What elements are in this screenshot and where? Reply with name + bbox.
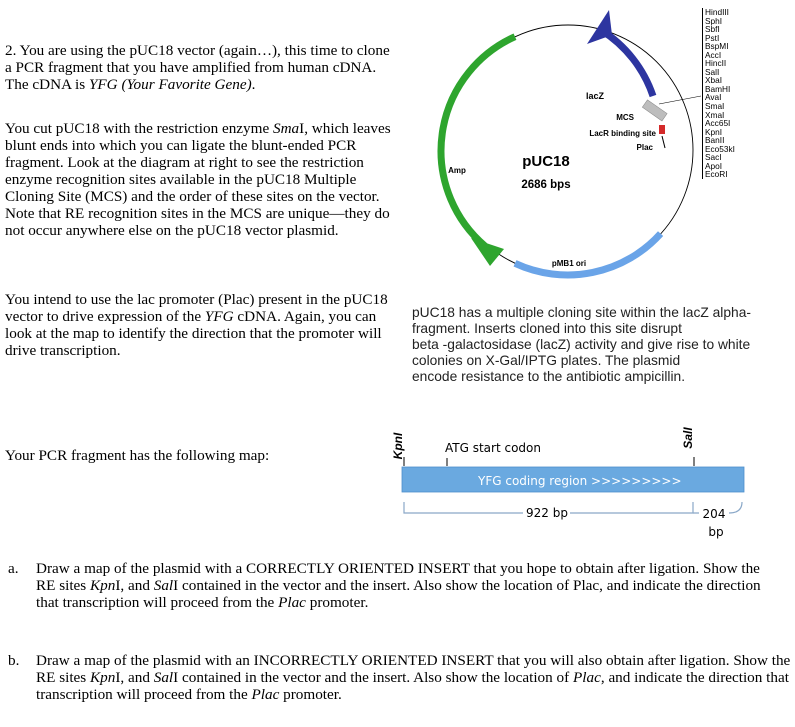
mcs-site-banii: BanII bbox=[705, 135, 725, 146]
length-204-label: 204 bbox=[702, 507, 726, 521]
plac-label: Plac bbox=[636, 143, 653, 152]
mcs-site-bamhi: BamHI bbox=[705, 83, 731, 94]
mcs-site-acci: AccI bbox=[705, 49, 722, 60]
amp-arrowhead bbox=[471, 238, 504, 266]
question-smai-paragraph: You cut pUC18 with the restriction enzyme SmaI, which leaves blunt ends into which you can ligate the blunt-ended PCR fragment. Look at the diagram at right to see the restriction enzyme recognition sites available in the pUC18 Multiple Cloning Site (MCS) and the order of these sites on the vector. Note that RE recognition sites in the MCS are unique—they do not occur anywhere else on the pUC18 vector plasmid. bbox=[5, 120, 391, 239]
mcs-site-smai: SmaI bbox=[705, 101, 725, 112]
mcs-leader-line bbox=[659, 96, 701, 104]
kpni-site-label: KpnI bbox=[391, 432, 405, 460]
amp-label: Amp bbox=[448, 166, 466, 175]
mcs-site-sbfi: SbfI bbox=[705, 24, 720, 35]
mcs-site-kpni: KpnI bbox=[705, 126, 723, 137]
atg-start-label: ATG start codon bbox=[445, 441, 541, 455]
mcs-site-xmai: XmaI bbox=[705, 109, 725, 120]
caption-line: colonies on X-Gal/IPTG plates. The plasmid bbox=[412, 353, 681, 368]
length-922-label: 922 bp bbox=[526, 506, 568, 520]
question-plac-paragraph: You intend to use the lac promoter (Plac) present in the pUC18 vector to drive expression of the YFG cDNA. Again, you can look at the map to identify the direction that the promoter will drive transcription. bbox=[5, 291, 388, 359]
caption-line: pUC18 has a multiple cloning site within the lacZ alpha- bbox=[412, 305, 751, 320]
mcs-site-sphi: SphI bbox=[705, 15, 723, 26]
caption-line: beta -galactosidase (lacZ) activity and give rise to white bbox=[412, 337, 751, 352]
pcr-fragment-intro: Your PCR fragment has the following map: bbox=[5, 447, 270, 464]
mcs-site-avai: AvaI bbox=[705, 92, 722, 103]
sali-site-label: SalI bbox=[681, 427, 695, 449]
mcs-site-apoi: ApoI bbox=[705, 160, 723, 171]
plasmid-map bbox=[405, 0, 795, 300]
coding-region-label: YFG coding region >>>>>>>>> bbox=[478, 474, 682, 488]
mcs-site-list bbox=[702, 8, 735, 179]
mcs-site-sali: SalI bbox=[705, 66, 720, 77]
mcs-site-psti: PstI bbox=[705, 32, 720, 43]
mcs-site-saci: SacI bbox=[705, 152, 722, 163]
ori-arc bbox=[515, 234, 661, 275]
pcr-fragment-map bbox=[390, 410, 795, 550]
lacr-label: LacR binding site bbox=[589, 129, 656, 138]
mcs-site-acc65i: Acc65I bbox=[705, 118, 731, 129]
mcs-site-hincii: HincII bbox=[705, 58, 727, 69]
question-part-b: b. Draw a map of the plasmid with an INCORRECTLY ORIENTED INSERT that you will also obtain after ligation. Show the RE sites KpnI, and SalI contained in the vector and the insert. Also show the location of Plac, and indicate the direction that transcription will proceed from the Plac promoter. bbox=[8, 652, 791, 703]
mcs-site-eco53ki: Eco53kI bbox=[705, 143, 735, 154]
mcs-label: MCS bbox=[616, 113, 634, 122]
question-part-a: a. Draw a map of the plasmid with a CORRECTLY ORIENTED INSERT that you hope to obtain after ligation. Show the RE sites KpnI, and SalI contained in the vector and the insert. Also show the location of Plac, and indicate the direction that transcription will proceed from the Plac promoter. bbox=[8, 560, 761, 611]
mcs-site-xbai: XbaI bbox=[705, 75, 723, 86]
plasmid-size: 2686 bps bbox=[521, 179, 571, 191]
amp-arc bbox=[441, 37, 515, 246]
question-intro: 2. You are using the pUC18 vector (again…), this time to clone a PCR fragment that you have amplified from human cDNA. The cDNA is YFG (Your Favorite Gene). bbox=[5, 42, 390, 93]
plasmid-caption bbox=[412, 305, 787, 385]
ori-label: pMB1 ori bbox=[551, 259, 587, 268]
part-b-letter: b. bbox=[8, 652, 20, 669]
mcs-site-hindiii: HindIII bbox=[705, 7, 729, 17]
caption-line: fragment. Inserts cloned into this site disrupt bbox=[412, 321, 682, 336]
plasmid-name: pUC18 bbox=[522, 153, 570, 170]
length-204-unit: bp bbox=[708, 525, 724, 539]
mcs-site-bspmi: BspMI bbox=[705, 41, 729, 52]
mcs-site-ecori: EcoRI bbox=[705, 169, 728, 180]
caption-line: encode resistance to the antibiotic ampicillin. bbox=[412, 369, 686, 384]
plac-mark bbox=[662, 136, 665, 148]
lacz-label: lacZ bbox=[585, 91, 605, 101]
lacr-box bbox=[659, 125, 665, 134]
part-a-letter: a. bbox=[8, 560, 19, 577]
